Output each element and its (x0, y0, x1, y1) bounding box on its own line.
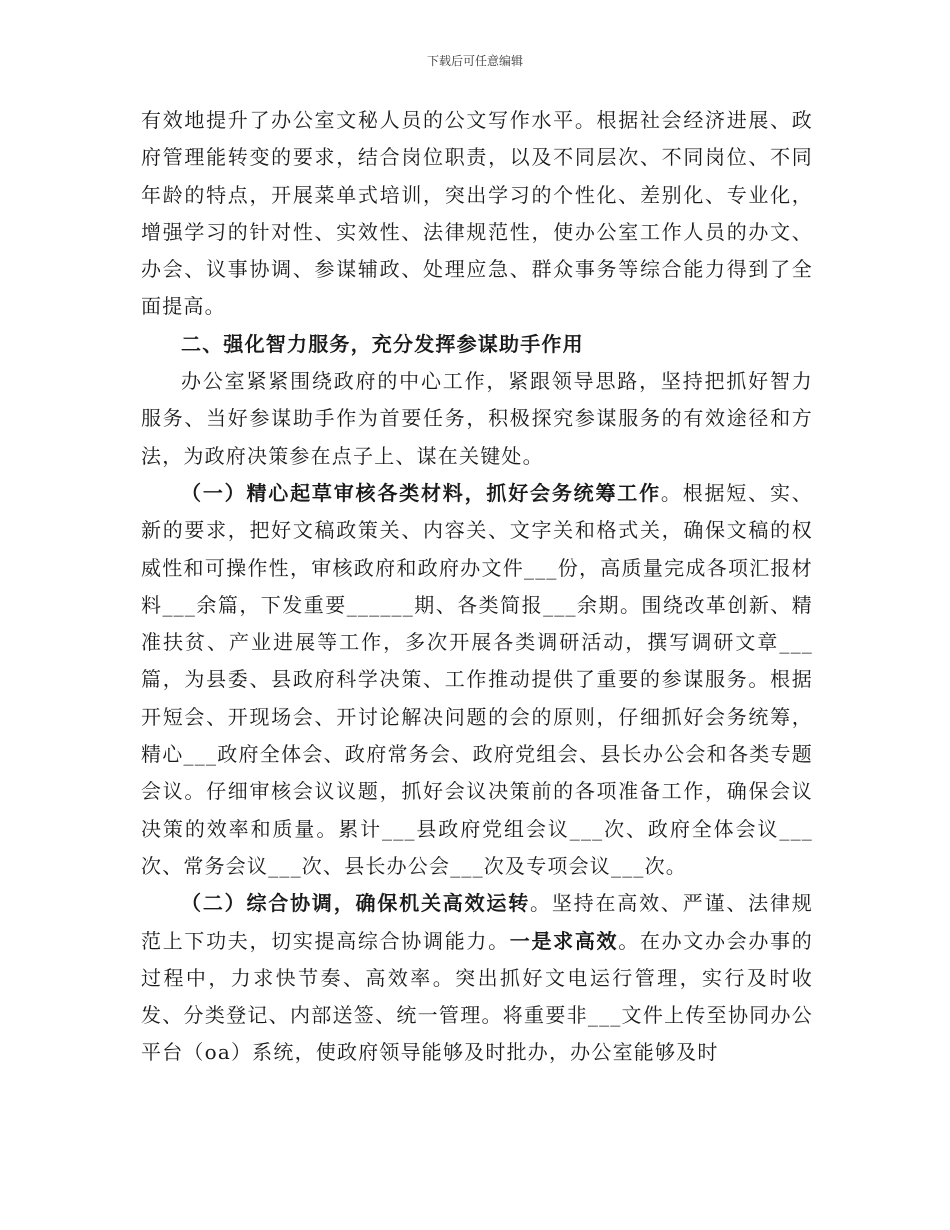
paragraph-continuation: 有效地提升了办公室文秘人员的公文写作水平。根据社会经济进展、政府管理能转变的要求，结合岗位职责，以及不同层次、不同岗位、不同年龄的特点，开展菜单式培训，突出学习的个性化、差别化、专业化，增强学习的针对性、实效性、法律规范性，使办公室工作人员的办文、办会、议事协调、参谋辅政、处理应急、群众事务等综合能力得到了全面提高。 (141, 108, 813, 319)
subsection-2-title: （二）综合协调，确保机关高效运转 (181, 891, 531, 916)
paragraph-section-intro: 办公室紧紧围绕政府的中心工作，紧跟领导思路，坚持把抓好智力服务、当好参谋助手作为首要任务，积极探究参谋服务的有效途径和方法，为政府决策参在点子上、谋在关键处。 (141, 369, 813, 468)
document-body (141, 102, 813, 1072)
subsection-2-body: 。坚持在高效、严谨、法律规范上下功夫，切实提高综合协调能力。 (141, 891, 813, 953)
subsection-1-title: （一）精心起草审核各类材料，抓好会务统筹工作 (181, 480, 661, 505)
subsection-1-body: 。根据短、实、新的要求，把好文稿政策关、内容关、文字关和格式关，确保文稿的权威性和可操作性，审核政府和政府办文件___份，高质量完成各项汇报材料___余篇，下发重要______期、各类简报___余期。围绕改革创新、精准扶贫、产业进展等工作，多次开展各类调研活动，撰写调研文章___篇，为县委、县政府科学决策、工作推动提供了重要的参谋服务。根据开短会、开现场会、开讨论解决问题的会的原则，仔细抓好会务统筹，精心___政府全体会、政府常务会、政府党组会、县长办公会和各类专题会议。仔细审核会议议题，抓好会议决策前的各项准备工作，确保会议决策的效率和质量。累计___县政府党组会议___次、政府全体会议___次、常务会议___次、县长办公会___次及专项会议___次。 (141, 480, 813, 878)
section-heading: 二、强化智力服务，充分发挥参谋助手作用 (181, 331, 584, 356)
subsection-2-point-1: 一是求高效 (509, 928, 619, 953)
paragraph-subsection-1 (141, 475, 813, 885)
paragraph-subsection-2 (141, 885, 813, 1071)
page-header: 下载后可任意编辑 (426, 54, 523, 68)
subsection-2-point-1-body: 。在办文办会办事的过程中，力求快节奏、高效率。突出抓好文电运行管理，实行及时收发、分类登记、内部送签、统一管理。将重要非___文件上传至协同办公平台（oa）系统，使政府领导能够及时批办，办公室能够及时 (141, 928, 813, 1065)
